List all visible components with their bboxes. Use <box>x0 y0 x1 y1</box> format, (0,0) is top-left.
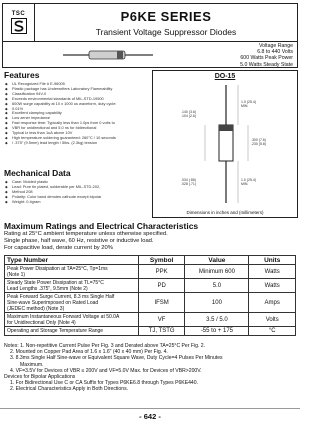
series-title: P6KE SERIES <box>120 8 212 24</box>
notes-section <box>4 343 296 393</box>
param-cell <box>5 279 139 293</box>
mechanical-list <box>4 180 150 205</box>
mechanical-section <box>4 168 150 205</box>
title-area <box>35 4 297 41</box>
mechanical-heading: Mechanical Data <box>4 168 71 178</box>
mechanical-item: ◆ Lead: Pure tin plated, solderable per MIL-STD-202, <box>4 185 150 190</box>
param-line: Operating and Storage Temperature Range <box>7 328 104 334</box>
feature-item: ◆ / .375" (9.5mm) lead length / 5lbs. (2.3kg) tension <box>4 141 150 146</box>
note-line: Maximum. <box>20 361 44 368</box>
series-subtitle: Transient Voltage Suppressor Diodes <box>95 26 237 37</box>
spec-line: 6.8 to 440 Volts <box>257 49 293 56</box>
param-line: Maximum Instantaneous Forward Voltage at 50.0A <box>7 313 120 320</box>
svg-text:1.0 (25.4): 1.0 (25.4) <box>241 178 256 182</box>
param-line: (Note 1) <box>7 271 26 278</box>
note-line: 1. For Bidirectional Use C or CA Suffix for Types P6KE6.8 through Types P6KE440. <box>10 380 199 387</box>
spec-line: Voltage Range <box>258 43 293 49</box>
page-number: - 642 - <box>139 412 161 421</box>
logo-s-icon <box>11 18 27 34</box>
column-header: Value <box>185 256 249 265</box>
mechanical-item: ◆ Weight: 0.4gram <box>4 200 150 205</box>
param-line: Steady State Power Dissipation at TL=75°C <box>7 279 104 286</box>
feature-item: ◆ Low zener impedance <box>4 116 150 121</box>
param-line: (JEDEC method) (Note 3) <box>7 305 65 312</box>
table-row <box>5 327 296 336</box>
svg-text:MIN.: MIN. <box>241 182 249 186</box>
units-cell: Volts <box>249 313 296 327</box>
value-cell: 3.5 / 5.0 <box>185 313 249 327</box>
feature-item: ◆ Excellent clamping capability <box>4 111 150 116</box>
mechanical-item: ◆ Method 208 <box>4 190 150 195</box>
feature-item: ◆ Typical Iz less than 1uA above 10V <box>4 131 150 136</box>
note-line: 2. Electrical Characteristics Apply in Both Directions. <box>10 386 129 393</box>
note-line: 4. VF=3.5V for Devices of VBR ≤ 200V and VF=5.0V Max. for Devices of VBR>200V. <box>10 367 202 374</box>
features-list <box>4 82 150 146</box>
feature-item: ◆ 0.01% <box>4 107 150 112</box>
note-line: Notes: 1. Non-repetitive Current Pulse Per Fig. 3 and Derated above TA=25°C Per Fig. 2. <box>4 343 206 349</box>
features-section <box>4 70 150 146</box>
ratings-note-line: For capacitive load, derate current by 20% <box>4 245 113 251</box>
package-drawing <box>153 83 299 205</box>
units-cell: Watts <box>249 279 296 293</box>
mechanical-item: ◆ Polarity: Color band denotes cathode except bipolar <box>4 195 150 200</box>
spec-line: 600 Watts Peak Power <box>240 55 293 62</box>
units-cell: Amps <box>249 293 296 313</box>
feature-item: ◆ UL Recognized File # E-96005 <box>4 82 150 87</box>
datasheet-header <box>2 3 298 42</box>
param-cell <box>5 327 139 336</box>
param-line: Lead Lengths .375", 9.5mm (Note 2) <box>7 285 88 292</box>
feature-item: ◆ 600W surge capability at 10 x 1000 us waveform, duty cycle: <box>4 102 150 107</box>
spec-line: 5.0 Watts Steady State <box>240 61 293 68</box>
dimensions-note: Dimensions in inches and (millimeters) <box>186 210 264 215</box>
ratings-section <box>4 221 296 252</box>
package-outline <box>152 70 298 218</box>
svg-text:1.0 (25.4): 1.0 (25.4) <box>241 100 256 104</box>
param-line: Peak Forward Surge Current, 8.3 ms Single Half <box>7 293 115 300</box>
param-line: Peak Power Dissipation at TA=25°C, Tp=1ms <box>7 265 108 272</box>
feature-item: ◆ VBR for unidirectional and 5.0 ns for bidirectional <box>4 126 150 131</box>
value-cell: 100 <box>185 293 249 313</box>
svg-text:.104 (2.6): .104 (2.6) <box>181 114 196 118</box>
note-line: Devices for Bipolar Applications <box>4 374 76 381</box>
symbol-cell: PPK <box>138 265 185 279</box>
column-header: Symbol <box>138 256 185 265</box>
feature-item: ◆ Classification 94V-0 <box>4 92 150 97</box>
ratings-note-line: Rating at 25°C ambient temperature unless otherwise specified. <box>4 231 168 237</box>
symbol-cell: TJ, TSTG <box>138 327 185 336</box>
features-heading: Features <box>4 70 40 80</box>
svg-text:.230 (5.8): .230 (5.8) <box>251 142 266 146</box>
company-logo <box>3 4 35 41</box>
table-row <box>5 313 296 327</box>
column-header: Units <box>249 256 296 265</box>
spec-summary <box>240 43 293 68</box>
mechanical-item: ◆ Case: Molded plastic <box>4 180 150 185</box>
units-cell: Watts <box>249 265 296 279</box>
feature-item: ◆ High temperature soldering guaranteed: 260°C / 10 seconds <box>4 136 150 141</box>
symbol-cell: VF <box>138 313 185 327</box>
param-cell <box>5 313 139 327</box>
note-line: 3. 8.3ms Single Half Sine-wave or Equivalent Square Wave, Duty Cycle=4 Pulses Per Minutes <box>10 355 223 362</box>
ratings-heading: Maximum Ratings and Electrical Characteristics <box>4 221 199 231</box>
param-line: Sine-wave Superimposed on Rated Load <box>7 299 99 306</box>
param-cell <box>5 265 139 279</box>
table-row <box>5 265 296 279</box>
svg-text:MIN.: MIN. <box>241 104 249 108</box>
param-line: for Unidirectional Only (Note 4) <box>7 319 76 326</box>
diode-package-icon <box>63 50 153 60</box>
symbol-cell: IFSM <box>138 293 185 313</box>
value-cell: 5.0 <box>185 279 249 293</box>
svg-text:.140 (3.6): .140 (3.6) <box>181 110 196 114</box>
ratings-table <box>4 255 296 336</box>
table-header-row <box>5 256 296 265</box>
feature-item: ◆ Fast response time: Typically less than 1.0ps from 0 volts to <box>4 121 150 126</box>
feature-item: ◆ Plastic package has Underwriters Laboratory Flammability <box>4 87 150 92</box>
svg-text:.300 (7.6): .300 (7.6) <box>251 138 266 142</box>
table-row <box>5 279 296 293</box>
package-label: DO-15 <box>214 73 236 80</box>
footer-divider <box>0 408 300 409</box>
units-cell: °C <box>249 327 296 336</box>
svg-text:.034 (.86): .034 (.86) <box>181 178 196 182</box>
feature-item: ◆ Exceeds environmental standards of MIL-STD-19500 <box>4 97 150 102</box>
note-line: 2. Mounted on Copper Pad Area of 1.6 x 1.6" (40 x 40 mm) Per Fig. 4. <box>10 349 168 356</box>
value-cell: Minimum 600 <box>185 265 249 279</box>
column-header: Type Number <box>5 256 139 265</box>
value-cell: -55 to + 175 <box>185 327 249 336</box>
logo-text: TSC <box>11 11 26 17</box>
param-cell <box>5 293 139 313</box>
ratings-note-line: Single phase, half wave, 60 Hz, resistive or inductive load. <box>4 238 154 244</box>
table-row <box>5 293 296 313</box>
symbol-cell: PD <box>138 279 185 293</box>
spec-band <box>2 42 298 68</box>
svg-text:.028 (.71): .028 (.71) <box>181 182 196 186</box>
